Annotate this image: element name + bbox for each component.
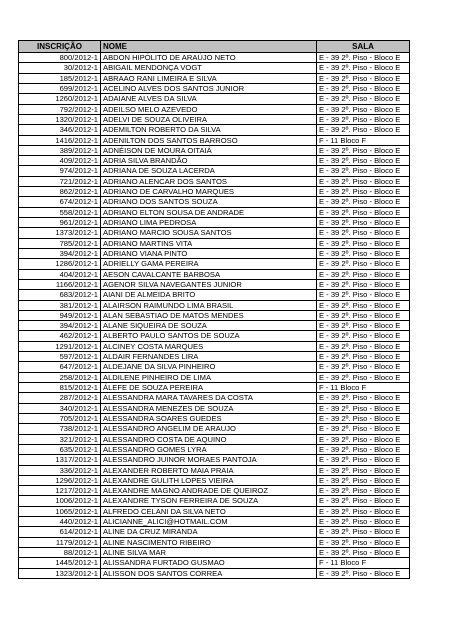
column-header-sala: SALA xyxy=(317,41,410,53)
cell-nome: ALESSANDRO COSTA DE AQUINO xyxy=(101,434,317,444)
cell-inscricao: 1317/2012-1 xyxy=(19,455,101,465)
cell-inscricao: 258/2012-1 xyxy=(19,372,101,382)
cell-nome: ALBERTO PAULO SANTOS DE SOUZA xyxy=(101,331,317,341)
cell-nome: ADENILTON DOS SANTOS BARROSO xyxy=(101,135,317,145)
table-row xyxy=(19,465,410,475)
cell-inscricao: 440/2012-1 xyxy=(19,517,101,527)
cell-nome: ALISSON DOS SANTOS CORREA xyxy=(101,568,317,578)
cell-nome: ADRIELLY GAMA PEREIRA xyxy=(101,259,317,269)
registration-table xyxy=(18,40,410,579)
table-row xyxy=(19,517,410,527)
cell-sala: E - 39 2º. Piso - Bloco E xyxy=(317,517,410,527)
cell-nome: ADEILSO MELO AZEVEDO xyxy=(101,104,317,114)
cell-sala: E - 39 2º. Piso - Bloco E xyxy=(317,424,410,434)
table-row xyxy=(19,383,410,393)
cell-inscricao: 321/2012-1 xyxy=(19,434,101,444)
cell-inscricao: 394/2012-1 xyxy=(19,248,101,258)
table-row xyxy=(19,135,410,145)
cell-inscricao: 674/2012-1 xyxy=(19,197,101,207)
cell-sala: E - 39 2º. Piso - Bloco E xyxy=(317,94,410,104)
cell-inscricao: 1179/2012-1 xyxy=(19,537,101,547)
spreadsheet-page xyxy=(18,40,409,579)
cell-sala: E - 39 2º. Piso - Bloco E xyxy=(317,568,410,578)
cell-inscricao: 635/2012-1 xyxy=(19,444,101,454)
cell-nome: ALDAIR FERNANDES LIRA xyxy=(101,352,317,362)
cell-nome: ADRIANO LIMA PEDROSA xyxy=(101,218,317,228)
cell-sala: F - 11 Bloco F xyxy=(317,383,410,393)
cell-sala: E - 39 2º. Piso - Bloco E xyxy=(317,104,410,114)
table-row xyxy=(19,218,410,228)
table-row xyxy=(19,94,410,104)
table-row xyxy=(19,321,410,331)
cell-nome: ALEXANDRE GULITH LOPES VIEIRA xyxy=(101,475,317,485)
cell-inscricao: 462/2012-1 xyxy=(19,331,101,341)
column-header-inscricao: INSCRIÇÃO xyxy=(19,41,101,53)
cell-inscricao: 792/2012-1 xyxy=(19,104,101,114)
cell-inscricao: 340/2012-1 xyxy=(19,403,101,413)
cell-inscricao: 287/2012-1 xyxy=(19,393,101,403)
table-row xyxy=(19,228,410,238)
cell-inscricao: 185/2012-1 xyxy=(19,73,101,83)
cell-sala: E - 39 2º. Piso - Bloco E xyxy=(317,496,410,506)
cell-nome: ABIGAIL MENDONÇA VOGT xyxy=(101,63,317,73)
table-row xyxy=(19,527,410,537)
cell-sala: E - 39 2º. Piso - Bloco E xyxy=(317,269,410,279)
table-row xyxy=(19,125,410,135)
column-header-nome: NOME xyxy=(101,41,317,53)
table-row xyxy=(19,166,410,176)
cell-sala: E - 39 2º. Piso - Bloco E xyxy=(317,197,410,207)
cell-sala: E - 39 2º. Piso - Bloco E xyxy=(317,310,410,320)
cell-sala: E - 39 2º. Piso - Bloco E xyxy=(317,83,410,93)
cell-nome: ADRIANO MARTINS VITA xyxy=(101,238,317,248)
table-row xyxy=(19,496,410,506)
cell-inscricao: 389/2012-1 xyxy=(19,145,101,155)
cell-inscricao: 1065/2012-1 xyxy=(19,506,101,516)
table-row xyxy=(19,455,410,465)
table-row xyxy=(19,352,410,362)
table-row xyxy=(19,486,410,496)
cell-sala: E - 39 2º. Piso - Bloco E xyxy=(317,506,410,516)
cell-nome: ADRIANO MARCIO SOUSA SANTOS xyxy=(101,228,317,238)
cell-sala: E - 39 2º. Piso - Bloco E xyxy=(317,166,410,176)
cell-nome: ADRIANO ELTON SOUSA DE ANDRADE xyxy=(101,207,317,217)
cell-nome: ALANE SIQUEIRA DE SOUZA xyxy=(101,321,317,331)
table-row xyxy=(19,424,410,434)
cell-inscricao: 1291/2012-1 xyxy=(19,341,101,351)
cell-nome: ADNÉISON DE MOURA OITAIÁ xyxy=(101,145,317,155)
cell-nome: ALESSANDRO ANGELIM DE ARAUJO xyxy=(101,424,317,434)
cell-inscricao: 404/2012-1 xyxy=(19,269,101,279)
table-row xyxy=(19,558,410,568)
table-row xyxy=(19,568,410,578)
cell-inscricao: 1006/2012-1 xyxy=(19,496,101,506)
cell-nome: ALICIANNE_ALICI@HOTMAIL.COM xyxy=(101,517,317,527)
table-row xyxy=(19,238,410,248)
cell-inscricao: 597/2012-1 xyxy=(19,352,101,362)
table-row xyxy=(19,187,410,197)
cell-inscricao: 785/2012-1 xyxy=(19,238,101,248)
cell-sala: E - 39 2º. Piso - Bloco E xyxy=(317,187,410,197)
cell-sala: E - 39 2º. Piso - Bloco E xyxy=(317,228,410,238)
cell-inscricao: 1286/2012-1 xyxy=(19,259,101,269)
cell-sala: E - 39 2º. Piso - Bloco E xyxy=(317,403,410,413)
table-row xyxy=(19,444,410,454)
table-row xyxy=(19,83,410,93)
cell-sala: E - 39 2º. Piso - Bloco E xyxy=(317,486,410,496)
cell-inscricao: 800/2012-1 xyxy=(19,53,101,63)
table-row xyxy=(19,393,410,403)
cell-sala: E - 39 2º. Piso - Bloco E xyxy=(317,300,410,310)
cell-sala: E - 39 2º. Piso - Bloco E xyxy=(317,248,410,258)
table-row xyxy=(19,475,410,485)
cell-inscricao: 815/2012-1 xyxy=(19,383,101,393)
table-row xyxy=(19,248,410,258)
cell-sala: E - 39 2º. Piso - Bloco E xyxy=(317,465,410,475)
cell-inscricao: 721/2012-1 xyxy=(19,176,101,186)
cell-inscricao: 1416/2012-1 xyxy=(19,135,101,145)
cell-nome: ALFREDO CELANI DA SILVA NETO xyxy=(101,506,317,516)
cell-inscricao: 336/2012-1 xyxy=(19,465,101,475)
cell-sala: E - 39 2º. Piso - Bloco E xyxy=(317,125,410,135)
table-body xyxy=(19,53,410,579)
cell-nome: ALDILENE PINHEIRO DE LIMA xyxy=(101,372,317,382)
cell-inscricao: 647/2012-1 xyxy=(19,362,101,372)
cell-inscricao: 1166/2012-1 xyxy=(19,279,101,289)
cell-sala: E - 39 2º. Piso - Bloco E xyxy=(317,73,410,83)
cell-sala: E - 39 2º. Piso - Bloco E xyxy=(317,259,410,269)
table-row xyxy=(19,310,410,320)
cell-sala: E - 39 2º. Piso - Bloco E xyxy=(317,413,410,423)
cell-nome: ALAIRSON RAIMUNDO LIMA BRASIL xyxy=(101,300,317,310)
cell-sala: E - 39 2º. Piso - Bloco E xyxy=(317,475,410,485)
cell-nome: ADRIANO VIANA PINTO xyxy=(101,248,317,258)
cell-sala: E - 39 2º. Piso - Bloco E xyxy=(317,331,410,341)
cell-sala: E - 39 2º. Piso - Bloco E xyxy=(317,145,410,155)
cell-inscricao: 614/2012-1 xyxy=(19,527,101,537)
cell-inscricao: 705/2012-1 xyxy=(19,413,101,423)
table-row xyxy=(19,145,410,155)
cell-inscricao: 683/2012-1 xyxy=(19,290,101,300)
cell-inscricao: 1296/2012-1 xyxy=(19,475,101,485)
cell-sala: E - 39 2º. Piso - Bloco E xyxy=(317,53,410,63)
cell-inscricao: 1323/2012-1 xyxy=(19,568,101,578)
cell-sala: E - 39 2º. Piso - Bloco E xyxy=(317,238,410,248)
cell-inscricao: 974/2012-1 xyxy=(19,166,101,176)
cell-inscricao: 1260/2012-1 xyxy=(19,94,101,104)
table-row xyxy=(19,331,410,341)
table-row xyxy=(19,114,410,124)
cell-nome: ADEMILTON ROBERTO DA SILVA xyxy=(101,125,317,135)
cell-sala: E - 39 2º. Piso - Bloco E xyxy=(317,372,410,382)
cell-sala: E - 39 2º. Piso - Bloco E xyxy=(317,548,410,558)
table-row xyxy=(19,403,410,413)
cell-inscricao: 961/2012-1 xyxy=(19,218,101,228)
table-row xyxy=(19,53,410,63)
cell-nome: ABDON HIPÓLITO DE ARAÚJO NETO xyxy=(101,53,317,63)
cell-inscricao: 558/2012-1 xyxy=(19,207,101,217)
cell-nome: AIANI DE ALMEIDA BRITO xyxy=(101,290,317,300)
cell-nome: ALESSANDRA SOARES GUEDES xyxy=(101,413,317,423)
cell-nome: ALESSANDRA MENEZES DE SOUZA xyxy=(101,403,317,413)
cell-sala: E - 39 2º. Piso - Bloco E xyxy=(317,393,410,403)
cell-sala: E - 39 2º. Piso - Bloco E xyxy=(317,537,410,547)
header-row xyxy=(19,41,410,53)
table-row xyxy=(19,197,410,207)
cell-nome: ADRIA SILVA BRANDÃO xyxy=(101,156,317,166)
cell-nome: ADRIANA DE SOUZA LACERDA xyxy=(101,166,317,176)
cell-nome: ALCINEY COSTA MARQUES xyxy=(101,341,317,351)
cell-sala: E - 39 2º. Piso - Bloco E xyxy=(317,341,410,351)
cell-inscricao: 1320/2012-1 xyxy=(19,114,101,124)
table-row xyxy=(19,63,410,73)
cell-inscricao: 1445/2012-1 xyxy=(19,558,101,568)
cell-inscricao: 88/2012-1 xyxy=(19,548,101,558)
cell-nome: AGENOR SILVA NAVEGANTES JUNIOR xyxy=(101,279,317,289)
cell-sala: E - 39 2º. Piso - Bloco E xyxy=(317,207,410,217)
cell-nome: ALINE SILVA MAR xyxy=(101,548,317,558)
cell-sala: F - 11 Bloco F xyxy=(317,558,410,568)
cell-inscricao: 949/2012-1 xyxy=(19,310,101,320)
cell-inscricao: 409/2012-1 xyxy=(19,156,101,166)
cell-nome: AESON CAVALCANTE BARBOSA xyxy=(101,269,317,279)
cell-nome: ALDEJANE DA SILVA PINHEIRO xyxy=(101,362,317,372)
table-row xyxy=(19,269,410,279)
cell-nome: ALINE DA CRUZ MIRANDA xyxy=(101,527,317,537)
cell-nome: ALISSANDRA FURTADO GUSMAO xyxy=(101,558,317,568)
cell-sala: E - 39 2º. Piso - Bloco E xyxy=(317,218,410,228)
table-row xyxy=(19,290,410,300)
cell-sala: E - 39 2º. Piso - Bloco E xyxy=(317,434,410,444)
cell-sala: E - 39 2º. Piso - Bloco E xyxy=(317,290,410,300)
cell-sala: E - 39 2º. Piso - Bloco E xyxy=(317,362,410,372)
table-row xyxy=(19,434,410,444)
cell-nome: ALEXANDER ROBERTO MAIA PRAIA xyxy=(101,465,317,475)
table-row xyxy=(19,207,410,217)
cell-nome: ADAIANE ALVES DA SILVA xyxy=(101,94,317,104)
cell-nome: ADELVI DE SOUZA OLIVEIRA xyxy=(101,114,317,124)
table-row xyxy=(19,176,410,186)
table-row xyxy=(19,537,410,547)
cell-nome: ALINE NASCIMENTO RIBEIRO xyxy=(101,537,317,547)
table-row xyxy=(19,279,410,289)
table-row xyxy=(19,104,410,114)
cell-sala: E - 39 2º. Piso - Bloco E xyxy=(317,279,410,289)
cell-inscricao: 394/2012-1 xyxy=(19,321,101,331)
table-row xyxy=(19,506,410,516)
table-row xyxy=(19,73,410,83)
table-row xyxy=(19,548,410,558)
table-row xyxy=(19,156,410,166)
cell-sala: E - 39 2º. Piso - Bloco E xyxy=(317,176,410,186)
cell-inscricao: 1217/2012-1 xyxy=(19,486,101,496)
table-row xyxy=(19,259,410,269)
cell-sala: E - 39 2º. Piso - Bloco E xyxy=(317,455,410,465)
cell-inscricao: 30/2012-1 xyxy=(19,63,101,73)
cell-nome: ACELINO ALVES DOS SANTOS JUNIOR xyxy=(101,83,317,93)
cell-nome: ÁLEFE DE SOUZA PEREIRA xyxy=(101,383,317,393)
cell-nome: ALEXANDRE MAGNO ANDRADE DE QUEIROZ xyxy=(101,486,317,496)
cell-nome: ALEXANDRE TYSON FERREIRA DE SOUZA xyxy=(101,496,317,506)
cell-inscricao: 862/2012-1 xyxy=(19,187,101,197)
cell-nome: ALESSANDRA MARA TAVARES DA COSTA xyxy=(101,393,317,403)
cell-inscricao: 738/2012-1 xyxy=(19,424,101,434)
cell-inscricao: 346/2012-1 xyxy=(19,125,101,135)
cell-inscricao: 381/2012-1 xyxy=(19,300,101,310)
table-row xyxy=(19,372,410,382)
cell-nome: ALESSANDRO GOMES LYRA xyxy=(101,444,317,454)
table-row xyxy=(19,300,410,310)
cell-sala: E - 39 2º. Piso - Bloco E xyxy=(317,114,410,124)
cell-sala: E - 39 2º. Piso - Bloco E xyxy=(317,444,410,454)
cell-inscricao: 1373/2012-1 xyxy=(19,228,101,238)
cell-nome: ABRAAO RANI LIMEIRA E SILVA xyxy=(101,73,317,83)
cell-sala: E - 39 2º. Piso - Bloco E xyxy=(317,352,410,362)
table-header xyxy=(19,41,410,53)
cell-nome: ADRIANO DOS SANTOS SOUZA xyxy=(101,197,317,207)
cell-sala: E - 39 2º. Piso - Bloco E xyxy=(317,527,410,537)
cell-nome: ADRIANO ALENCAR DOS SANTOS xyxy=(101,176,317,186)
table-row xyxy=(19,413,410,423)
cell-sala: E - 39 2º. Piso - Bloco E xyxy=(317,63,410,73)
cell-sala: E - 39 2º. Piso - Bloco E xyxy=(317,321,410,331)
table-row xyxy=(19,362,410,372)
cell-sala: E - 39 2º. Piso - Bloco E xyxy=(317,156,410,166)
cell-sala: F - 11 Bloco F xyxy=(317,135,410,145)
cell-nome: ADRIANO DE CARVALHO MARQUES xyxy=(101,187,317,197)
cell-inscricao: 699/2012-1 xyxy=(19,83,101,93)
cell-nome: ALESSANDRO JUINOR MORAES PANTOJA xyxy=(101,455,317,465)
table-row xyxy=(19,341,410,351)
cell-nome: ALAN SEBASTIAO DE MATOS MENDES xyxy=(101,310,317,320)
